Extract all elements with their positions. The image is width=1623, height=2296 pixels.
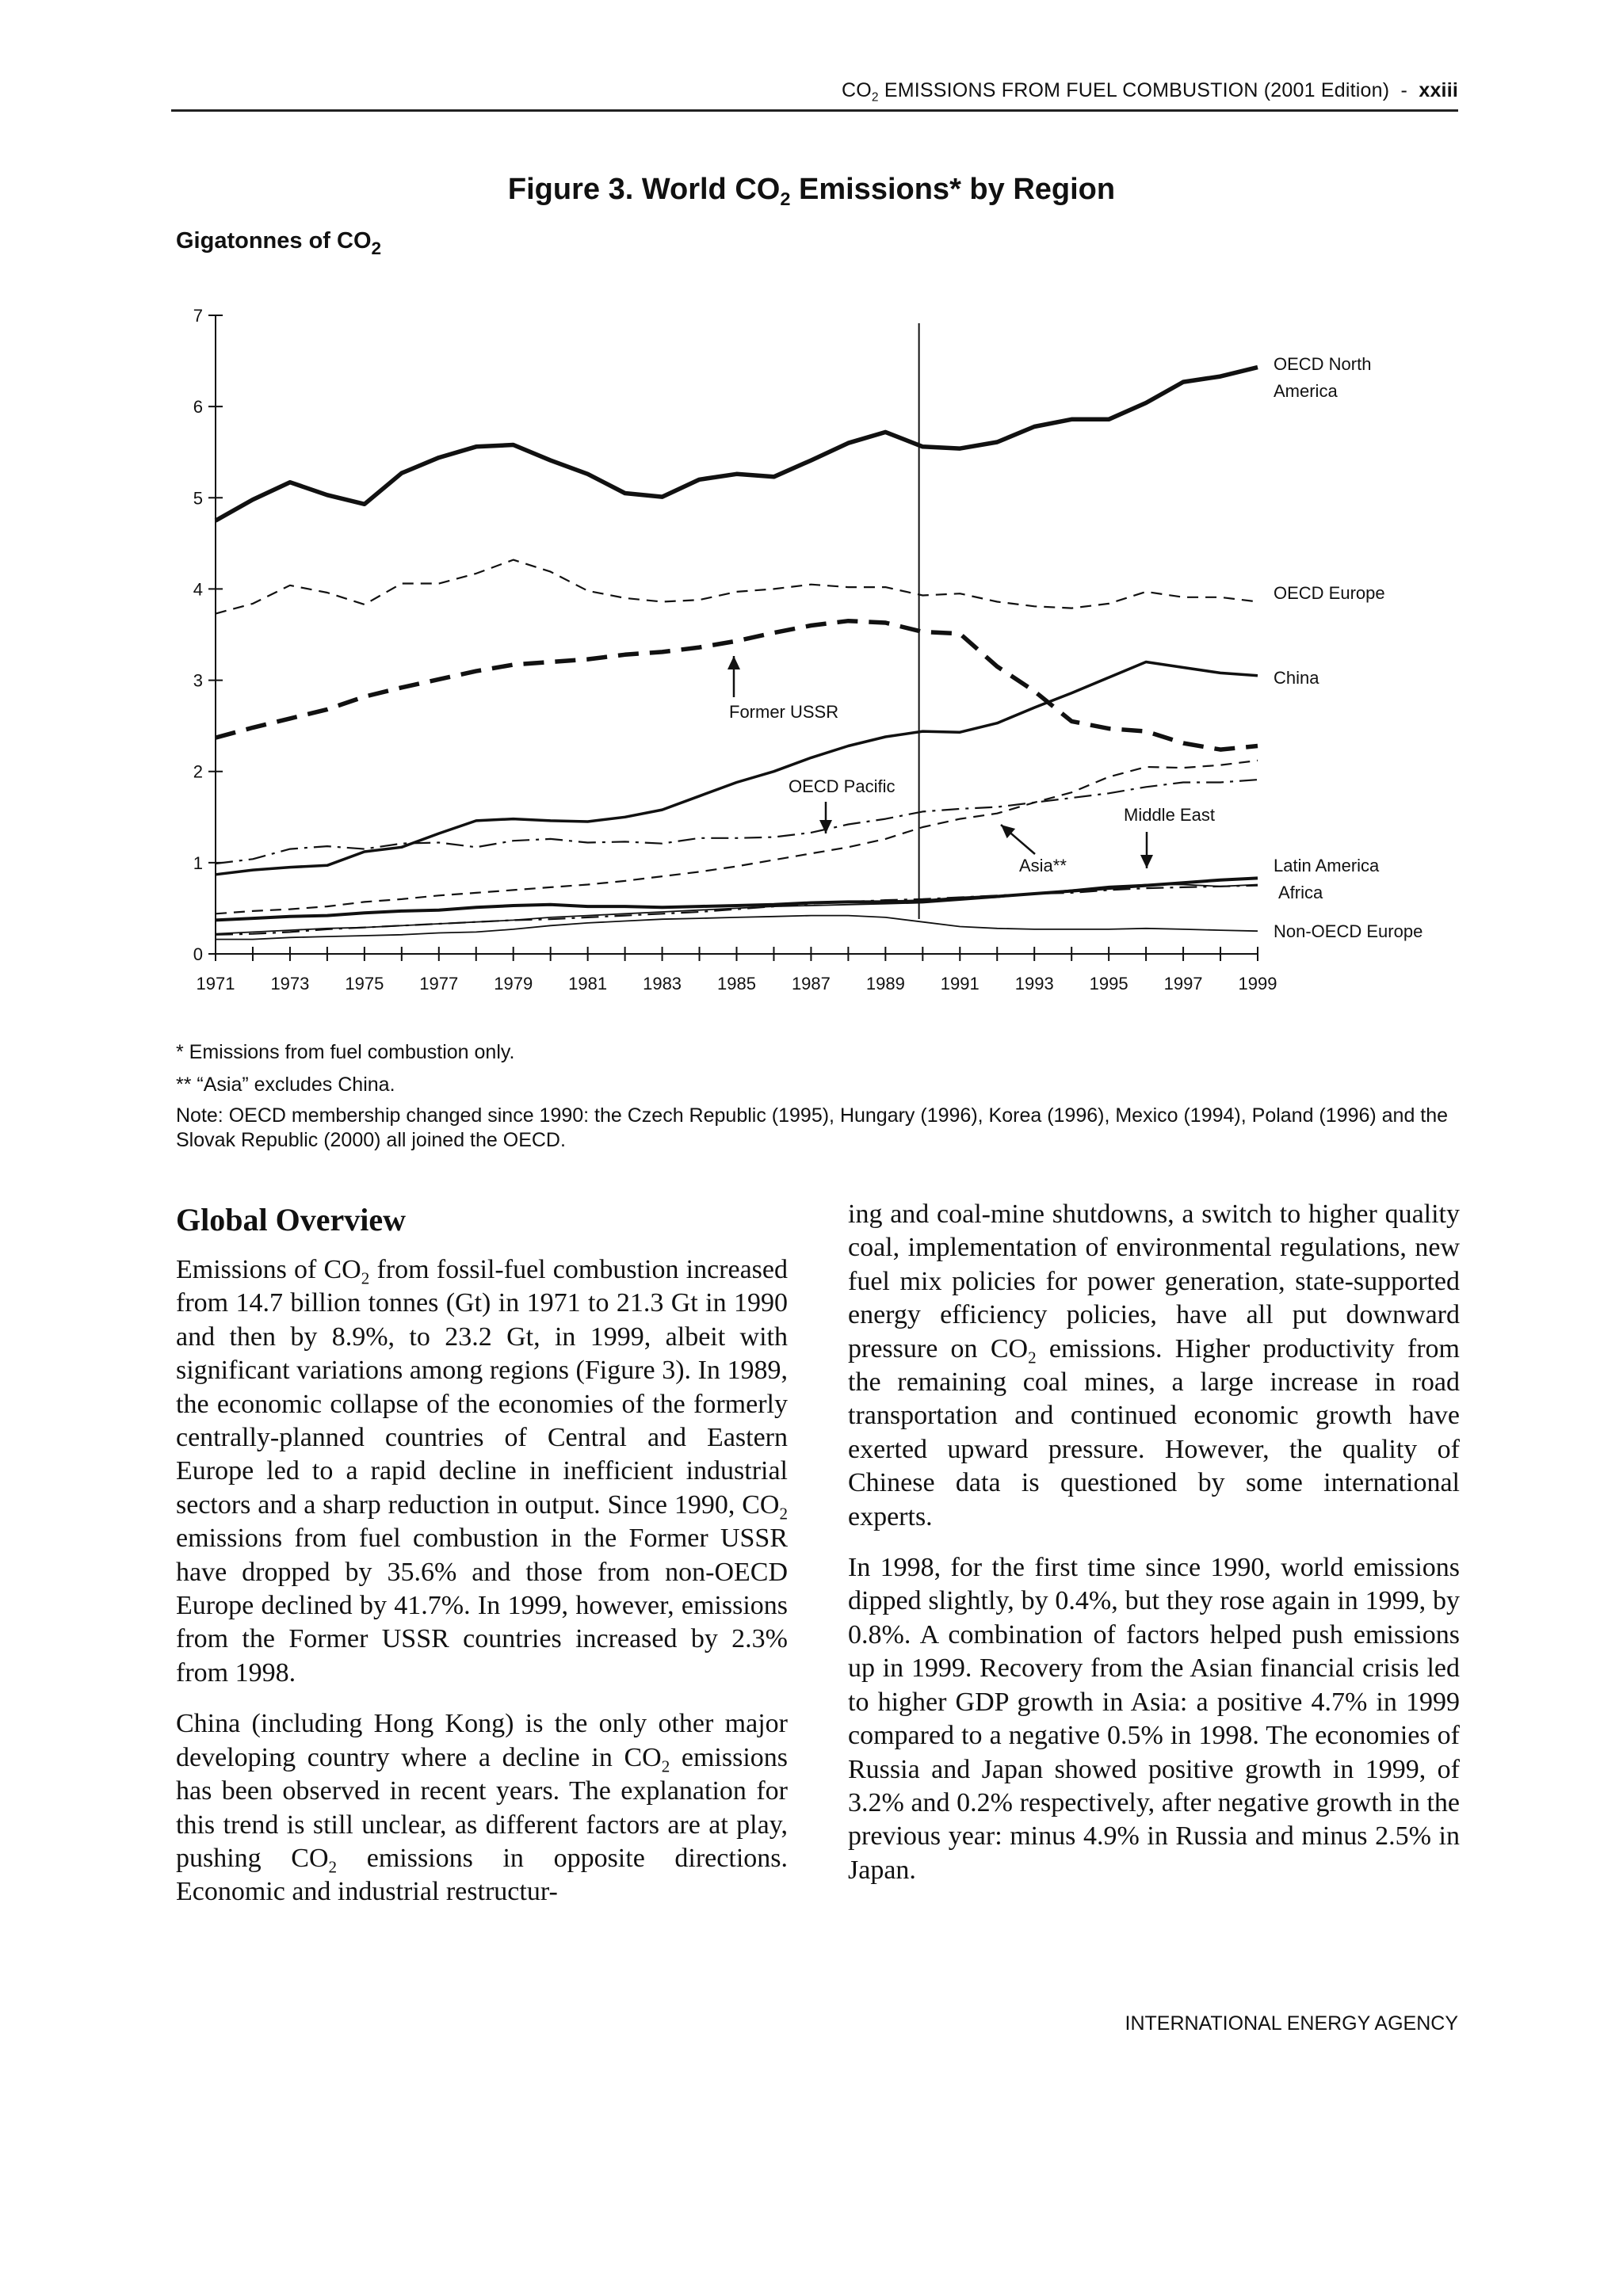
series-label-oecd-north-america: America bbox=[1274, 381, 1338, 401]
annotation-oecd-pacific: OECD Pacific bbox=[789, 776, 896, 796]
y-tick-label: 3 bbox=[193, 670, 203, 691]
annotation-middle-east: Middle East bbox=[1124, 805, 1215, 825]
annotation-arrow-former-ussr-head bbox=[727, 656, 740, 669]
section-heading: Global Overview bbox=[176, 1202, 406, 1238]
y-tick-label: 4 bbox=[193, 579, 203, 600]
x-tick-label: 1991 bbox=[940, 974, 980, 994]
series-label-oecd-europe: OECD Europe bbox=[1274, 583, 1385, 603]
x-tick-label: 1997 bbox=[1163, 974, 1203, 994]
series-label-latin-america: Latin America bbox=[1274, 856, 1380, 875]
emissions-line-chart bbox=[0, 0, 1623, 1030]
series-line-africa bbox=[216, 885, 1258, 934]
x-tick-label: 1999 bbox=[1238, 974, 1277, 994]
y-tick-label: 2 bbox=[193, 761, 203, 782]
footnote-emissions: * Emissions from fuel combustion only. bbox=[176, 1041, 515, 1063]
annotation-arrow-oecd-pacific-head bbox=[819, 820, 832, 833]
footnote-oecd-membership: Note: OECD membership changed since 1990: the Czech Republic (1995), Hungary (1996), Korea (1996), Mexico (1994), Poland (1996) and the Slovak Republic (2000) all joined the OECD. bbox=[176, 1104, 1449, 1151]
paragraph-china: China (including Hong Kong) is the only other major developing country where a decline in $CO_2$ emissions has been observed in recent years. The explanation for this trend is still unclear, as different factors are at play, pushing $CO_2$ emissions in opposite directions. Economic and industrial restructur- bbox=[176, 1709, 789, 1907]
series-line-former-ussr bbox=[216, 621, 1258, 749]
series-label-non-oecd-europe: Non-OECD Europe bbox=[1274, 921, 1423, 941]
y-tick-label: 6 bbox=[193, 397, 203, 418]
annotation-former-ussr: Former USSR bbox=[729, 702, 839, 722]
y-axis-unit-label: Gigatonnes of $CO_2$ bbox=[176, 228, 382, 258]
series-label-china: China bbox=[1274, 668, 1319, 688]
x-tick-label: 1971 bbox=[196, 974, 235, 994]
paragraph-1998-1999: In 1998, for the first time since 1990, world emissions dipped slightly, by 0.4%, but they rose again in 1999, by 0.8%. A combination of factors helped push emissions up in 1999. Recovery from the Asian financial crisis led to higher GDP growth in Asia: a positive 4.7% in 1999 compared to a negative 0.5% in 1998. The economies of Russia and Japan showed positive growth in 1999, of 3.2% and 0.2% respectively, after negative growth in the previous year: minus 4.9% in Russia and minus 2.5% in Japan. bbox=[848, 1553, 1460, 1885]
paragraph-overview: Emissions of $CO_2$ from fossil-fuel combustion increased from 14.7 billion tonnes (Gt) in 1971 to 21.3 Gt in 1990 and then by 8.9%, to 23.2 Gt, in 1999, albeit with significant variations among regions (Figure 3). In 1989, the economic collapse of the economies of the formerly centrally-planned countries of Central and Eastern Europe led to a rapid decline in inefficient industrial sectors and a sharp reduction in output. Since 1990, $CO_2$ emissions from fuel combustion in the Former USSR have dropped by 35.6% and those from non-OECD Europe declined by 41.7%. In 1999, however, emissions from the Former USSR countries increased by 2.3% from 1998. bbox=[176, 1255, 788, 1688]
x-tick-label: 1973 bbox=[270, 974, 310, 994]
text-column-left bbox=[176, 1201, 788, 1927]
y-tick-label: 0 bbox=[193, 944, 203, 964]
x-tick-label: 1987 bbox=[791, 974, 831, 994]
y-tick-label: 7 bbox=[193, 306, 203, 326]
y-tick-label: 1 bbox=[193, 852, 203, 873]
x-tick-label: 1979 bbox=[494, 974, 533, 994]
series-line-latin-america bbox=[216, 878, 1258, 920]
footer-agency: INTERNATIONAL ENERGY AGENCY bbox=[1125, 2012, 1458, 2035]
chart-labels bbox=[727, 354, 1423, 941]
x-tick-label: 1993 bbox=[1014, 974, 1054, 994]
footnote-asia: ** “Asia” excludes China. bbox=[176, 1074, 395, 1096]
figure-title: Figure 3. World $CO_2$ Emissions* by Region bbox=[507, 173, 1116, 210]
paragraph-china-continued: ing and coal-mine shutdowns, a switch to higher quality coal, implementation of environmental regulations, new fuel mix policies for power generation, state-supported energy efficiency policies, have all put downward pressure on $CO_2$ emissions. Higher productivity from the remaining coal mines, a large increase in road transportation and continued economic growth have exerted upward pressure. However, the quality of Chinese data is questioned by some international experts. bbox=[848, 1199, 1460, 1531]
annotation-arrow-middle-east-head bbox=[1140, 855, 1153, 868]
x-tick-label: 1995 bbox=[1089, 974, 1128, 994]
x-tick-label: 1983 bbox=[643, 974, 682, 994]
series-line-oecd-north-america bbox=[216, 368, 1258, 521]
x-tick-label: 1977 bbox=[419, 974, 459, 994]
series-label-oecd-north-america: OECD North bbox=[1274, 354, 1372, 374]
series-label-africa: Africa bbox=[1278, 883, 1323, 902]
x-tick-label: 1985 bbox=[717, 974, 756, 994]
y-tick-label: 5 bbox=[193, 488, 203, 509]
annotation-asia: Asia** bbox=[1019, 856, 1067, 875]
series-line-oecd-europe bbox=[216, 560, 1258, 614]
text-column-right bbox=[848, 1201, 1460, 1905]
x-tick-label: 1989 bbox=[865, 974, 905, 994]
x-tick-label: 1975 bbox=[345, 974, 384, 994]
chart-series bbox=[216, 368, 1258, 940]
x-tick-label: 1981 bbox=[568, 974, 608, 994]
running-header-title: $CO_2$ EMISSIONS FROM FUEL COMBUSTION (2001 Edition) - bbox=[841, 79, 1419, 105]
page-number: xxiii bbox=[1419, 79, 1458, 101]
